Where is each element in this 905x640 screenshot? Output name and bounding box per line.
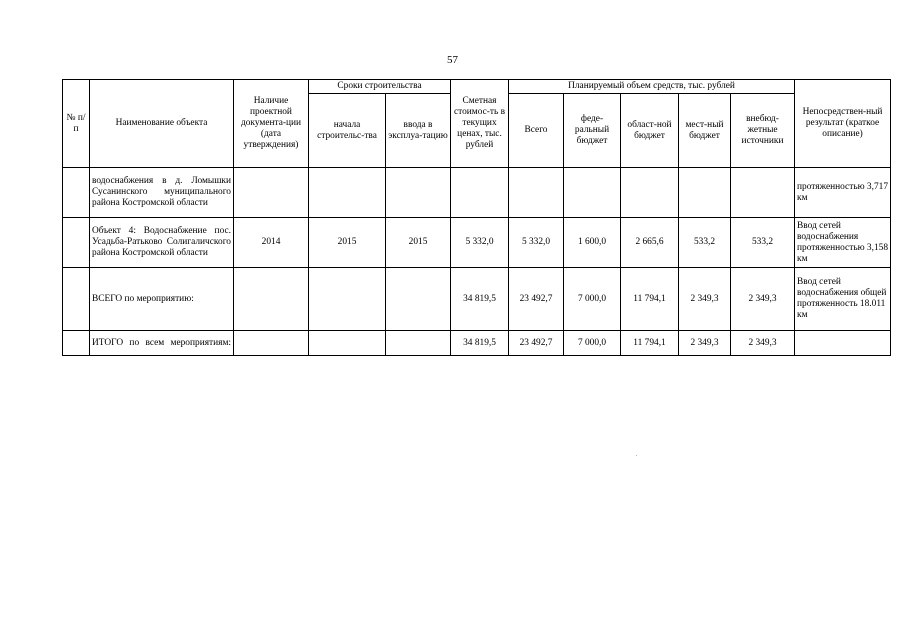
- page-number: 57: [447, 54, 458, 66]
- row-num: [63, 218, 90, 268]
- start-cell: [309, 268, 386, 331]
- result-cell: Ввод сетей водоснабжения общей протяженность 18.011 км: [795, 268, 891, 331]
- estimate-cell: 34 819,5: [451, 268, 509, 331]
- object-name: ВСЕГО по мероприятию:: [90, 268, 234, 331]
- extrabudget-cell: [731, 168, 795, 218]
- header-docs: Наличие проектной документа-ции (дата утверждения): [234, 80, 309, 168]
- table-row: [63, 168, 891, 218]
- header-estimate: Сметная стоимос-ть в текущих ценах, тыс. рублей: [451, 80, 509, 168]
- total-cell: 23 492,7: [509, 268, 564, 331]
- commission-cell: 2015: [386, 218, 451, 268]
- total-cell: [509, 168, 564, 218]
- object-name: Объект 4: Водоснабжение пос. Усадьба-Ратьково Солигаличского района Костромской области: [90, 218, 234, 268]
- regional-cell: 11 794,1: [621, 268, 679, 331]
- docs-cell: [234, 331, 309, 356]
- extrabudget-cell: 2 349,3: [731, 331, 795, 356]
- estimate-cell: 34 819,5: [451, 331, 509, 356]
- header-name: Наименование объекта: [90, 80, 234, 168]
- header-terms-group: Сроки строительства: [309, 80, 451, 94]
- start-cell: [309, 168, 386, 218]
- federal-cell: [564, 168, 621, 218]
- start-cell: 2015: [309, 218, 386, 268]
- scan-speck: [636, 455, 637, 456]
- table-row: [63, 331, 891, 356]
- header-total: Всего: [509, 94, 564, 168]
- estimate-cell: 5 332,0: [451, 218, 509, 268]
- row-num: [63, 268, 90, 331]
- docs-cell: 2014: [234, 218, 309, 268]
- local-cell: [679, 168, 731, 218]
- total-cell: 5 332,0: [509, 218, 564, 268]
- commission-cell: [386, 168, 451, 218]
- commission-cell: [386, 331, 451, 356]
- object-name: водоснабжения в д. Ломышки Сусанинского муниципального района Костромской области: [90, 168, 234, 218]
- total-cell: 23 492,7: [509, 331, 564, 356]
- local-cell: 533,2: [679, 218, 731, 268]
- header-num: № п/п: [63, 80, 90, 168]
- header-start: начала строительс-тва: [309, 94, 386, 168]
- regional-cell: 11 794,1: [621, 331, 679, 356]
- local-cell: 2 349,3: [679, 331, 731, 356]
- commission-cell: [386, 268, 451, 331]
- extrabudget-cell: 2 349,3: [731, 268, 795, 331]
- header-funds-group: Планируемый объем средств, тыс. рублей: [509, 80, 795, 94]
- docs-cell: [234, 268, 309, 331]
- header-extrabudget: внебюд-жетные источники: [731, 94, 795, 168]
- header-regional: област-ной бюджет: [621, 94, 679, 168]
- header-federal: феде-ральный бюджет: [564, 94, 621, 168]
- table-row: [63, 268, 891, 331]
- row-num: [63, 168, 90, 218]
- federal-cell: 7 000,0: [564, 268, 621, 331]
- result-cell: [795, 331, 891, 356]
- regional-cell: [621, 168, 679, 218]
- local-cell: 2 349,3: [679, 268, 731, 331]
- estimate-cell: [451, 168, 509, 218]
- header-local: мест-ный бюджет: [679, 94, 731, 168]
- start-cell: [309, 331, 386, 356]
- funding-table: [62, 79, 891, 356]
- table-row: [63, 218, 891, 268]
- extrabudget-cell: 533,2: [731, 218, 795, 268]
- federal-cell: 7 000,0: [564, 331, 621, 356]
- result-cell: Ввод сетей водоснабжения протяженностью 3,158 км: [795, 218, 891, 268]
- federal-cell: 1 600,0: [564, 218, 621, 268]
- object-name: ИТОГО по всем мероприятиям:: [90, 331, 234, 356]
- header-result: Непосредствен-ный результат (краткое описание): [795, 80, 891, 168]
- regional-cell: 2 665,6: [621, 218, 679, 268]
- result-cell: протяженностью 3,717 км: [795, 168, 891, 218]
- docs-cell: [234, 168, 309, 218]
- header-commission: ввода в эксплуа-тацию: [386, 94, 451, 168]
- row-num: [63, 331, 90, 356]
